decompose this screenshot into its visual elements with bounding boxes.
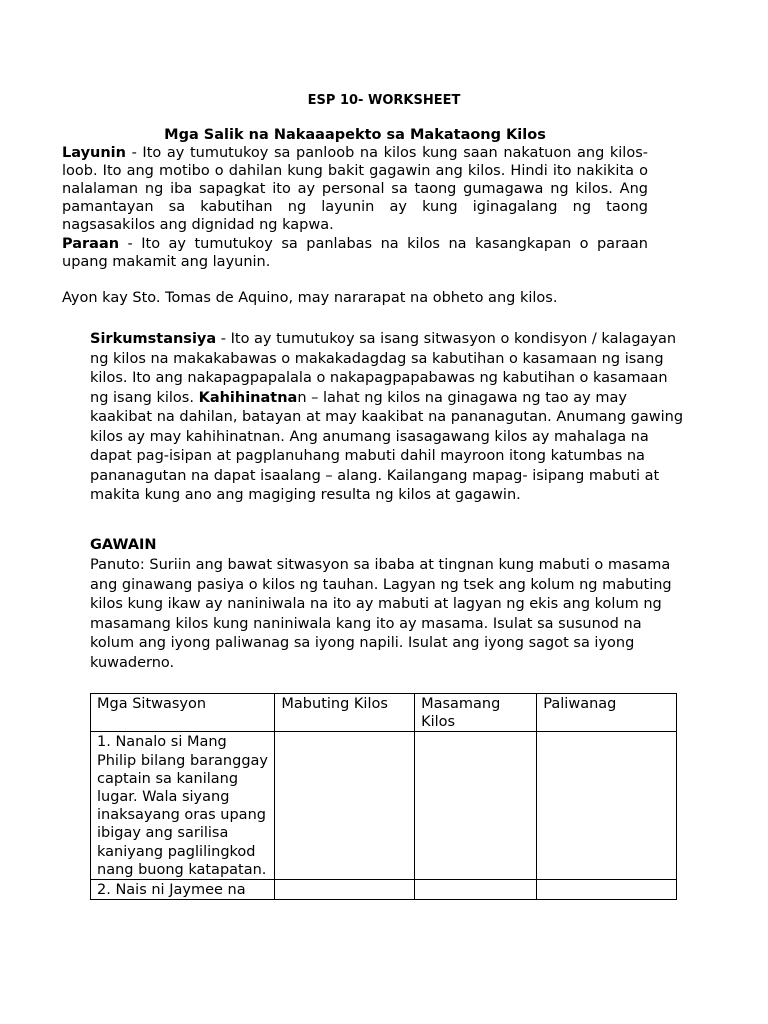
paraan-term: Paraan	[62, 236, 120, 252]
sirkumstansiya-text: - Ito ay tumutukoy sa isang sitwasyon o kondisyon / kalagayan ng kilos na makakabawas o makakadagdag sa kabutihan o kasamaan ng isang kilos. Ito ang nakapagpapalala o nakapagpapabawas ng kabutihan o kasamaan ng isang kilos.	[90, 331, 677, 406]
table-row	[91, 732, 677, 880]
layunin-term: Layunin	[62, 145, 126, 161]
sitwasyon-table	[90, 693, 677, 900]
paraan-paragraph	[62, 235, 648, 271]
panuto-paragraph: Panuto: Suriin ang bawat sitwasyon sa ibaba at tingnan kung mabuti o masama ang ginawang pasiya o kilos ng tauhan. Lagyan ng tsek ang kolum ng mabuting kilos kung ikaw ay naniniwala na ito ay mabuti at lagyan ng ekis ang kolum ng masamang kilos kung naniniwala kang ito ay masama. Isulat sa susunod na kolum ang iyong paliwanag sa iyong napili. Isulat ang iyong sagot sa iyong kuwaderno.	[90, 557, 672, 671]
layunin-text: - Ito ay tumutukoy sa panloob na kilos kung saan nakatuon ang kilos-loob. Ito ang motibo o dahilan kung bakit gagawin ang kilos. Hindi ito nakikita o nalalaman ng iba sapagkat ito ay personal sa taong gumagawa ng kilos. Ang pamantayan sa kabutihan ng layunin ay kung iginagalang ng taong nagsasakilos ang dignidad ng kapwa.	[62, 145, 648, 233]
header-mga-sitwasyon: Mga Sitwasyon	[91, 694, 275, 732]
row1-mabuting-kilos-cell	[275, 732, 415, 880]
header-paliwanag: Paliwanag	[537, 694, 677, 732]
table-row	[91, 880, 677, 900]
sirkumstansiya-paragraph	[90, 330, 690, 506]
row2-sitwasyon: 2. Nais ni Jaymee na	[91, 880, 275, 900]
worksheet-title: ESP 10- WORKSHEET	[307, 93, 461, 108]
row1-paliwanag-cell	[537, 732, 677, 880]
row2-paliwanag-cell	[537, 880, 677, 900]
gawain-heading: GAWAIN	[90, 537, 157, 553]
row2-masamang-kilos-cell	[415, 880, 537, 900]
layunin-paragraph	[62, 144, 648, 234]
ayon-paragraph: Ayon kay Sto. Tomas de Aquino, may nararapat na obheto ang kilos.	[62, 290, 558, 306]
row1-sitwasyon: 1. Nanalo si Mang Philip bilang baranggay captain sa kanilang lugar. Wala siyang inaksayang oras upang ibigay ang sarilisa kaniyang paglilingkod nang buong katapatan.	[91, 732, 275, 880]
table-header-row	[91, 694, 677, 732]
header-mabuting-kilos: Mabuting Kilos	[275, 694, 415, 732]
row1-masamang-kilos-cell	[415, 732, 537, 880]
paraan-text: - Ito ay tumutukoy sa panlabas na kilos na kasangkapan o paraan upang makamit ang layunin.	[62, 236, 648, 270]
kahihinatnan-text: n – lahat ng kilos na ginagawa ng tao ay may kaakibat na dahilan, batayan at may kaakibat na pananagutan. Anumang gawing kilos ay may kahihinatnan. Ang anumang isasagawang kilos ay mahalaga na dapat pag-isipan at pagplanuhang mabuti dahil mayroon itong katumbas na pananagutan na dapat isaalang – alang. Kailangang mapag- isipang mabuti at makita kung ano ang magiging resulta ng kilos at gagawin.	[90, 389, 684, 503]
worksheet-subtitle: Mga Salik na Nakaaapekto sa Makataong Kilos	[164, 127, 546, 143]
header-masamang-kilos: Masamang Kilos	[415, 694, 537, 732]
sirkumstansiya-term: Sirkumstansiya	[90, 331, 217, 347]
row2-mabuting-kilos-cell	[275, 880, 415, 900]
kahihinatnan-term: Kahihinatna	[198, 389, 298, 406]
